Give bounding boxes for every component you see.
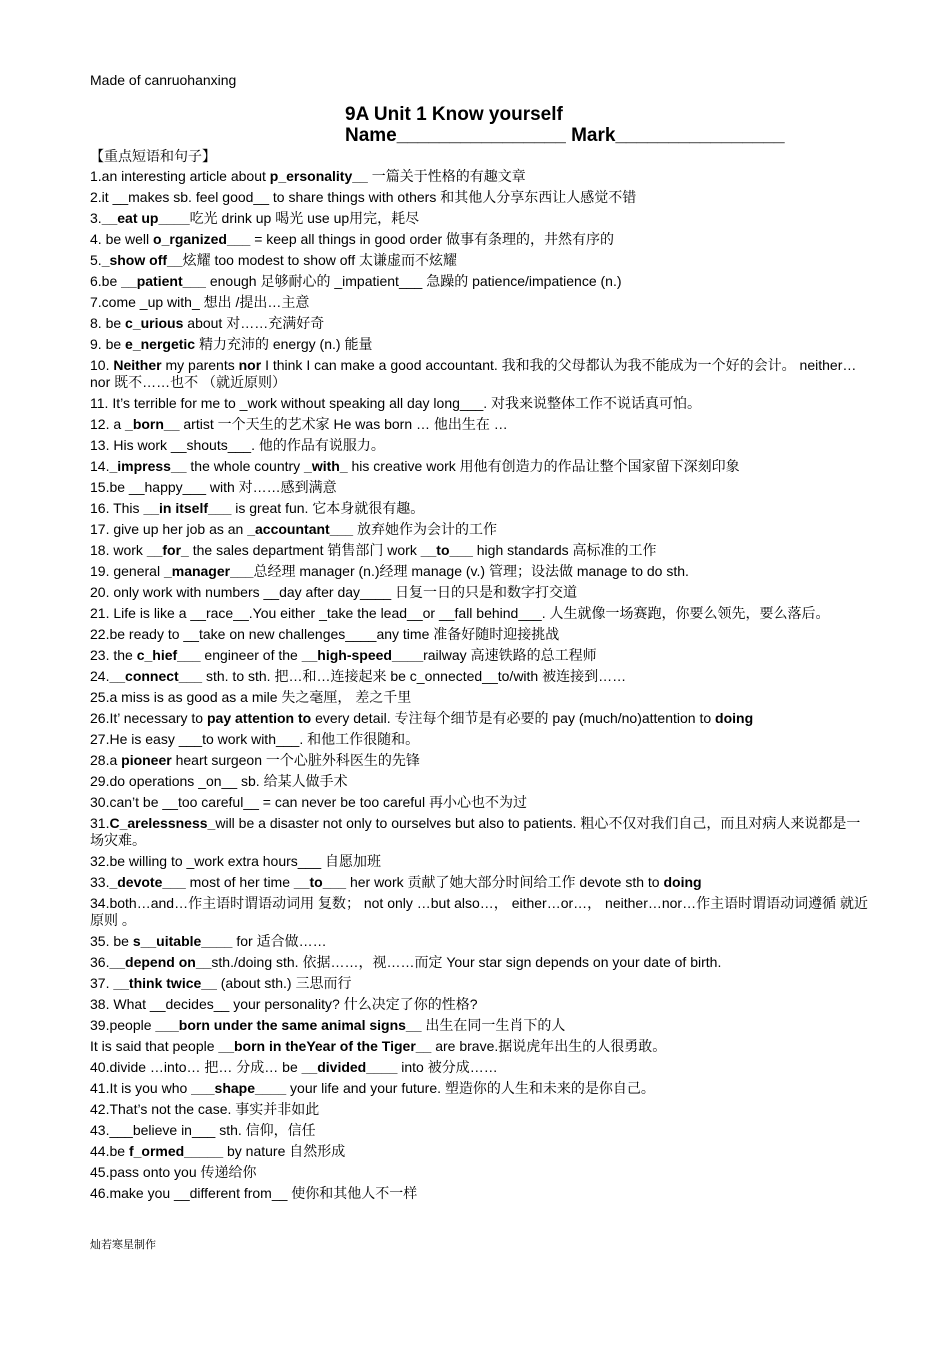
line-text: 39.people bbox=[90, 1017, 156, 1033]
answer-text: _devote___ bbox=[109, 874, 186, 890]
phrase-list bbox=[90, 168, 870, 1206]
line-text: 15.be __happy___ with 对……感到满意 bbox=[90, 479, 337, 495]
line-text: 一篇关于性格的有趣文章 bbox=[367, 168, 526, 184]
line-text: high standards 高标准的工作 bbox=[472, 542, 657, 558]
line-text: 3. bbox=[90, 210, 102, 226]
line-text: are brave.据说虎年出生的人很勇敢。 bbox=[431, 1038, 667, 1054]
line-text: your life and your future. 塑造你的人生和未来的是你自己。 bbox=[286, 1080, 655, 1096]
line-text: engineer of the bbox=[200, 647, 302, 663]
line-text: 35. be bbox=[90, 933, 133, 949]
line-text: 出生在同一生肖下的人 bbox=[421, 1017, 566, 1033]
phrase-line bbox=[90, 1122, 870, 1143]
line-text: 2.it __makes sb. feel good__ to share things with others 和其他人分享东西让人感觉不错 bbox=[90, 189, 637, 205]
phrase-line bbox=[90, 1017, 870, 1038]
phrase-line bbox=[90, 1164, 870, 1185]
line-text: It is said that people bbox=[90, 1038, 219, 1054]
line-text: 43.___believe in___ sth. 信仰，信任 bbox=[90, 1122, 316, 1138]
line-text: 1.an interesting article about bbox=[90, 168, 270, 184]
answer-text: _impress__ bbox=[109, 458, 187, 474]
line-text: 10. bbox=[90, 357, 114, 373]
phrase-line bbox=[90, 273, 870, 294]
phrase-line bbox=[90, 584, 870, 605]
answer-text: p_ersonality__ bbox=[269, 168, 368, 184]
answer-text: doing bbox=[715, 710, 754, 726]
answer-text: _show off__ bbox=[101, 252, 183, 268]
line-text: 21. Life is like a __race__.You either _take the lead__or __fall behind___. 人生就像一场赛跑，你要么领先，要么落后。 bbox=[90, 605, 830, 621]
phrase-line bbox=[90, 1080, 870, 1101]
answer-text: __for_ bbox=[146, 542, 189, 558]
line-text: most of her time bbox=[185, 874, 294, 890]
answer-text: nor bbox=[238, 357, 262, 373]
answer-text: ___born under the same animal signs__ bbox=[155, 1017, 422, 1033]
answer-text: o_rganized___ bbox=[153, 231, 251, 247]
line-text: sth. to sth. 把…和…连接起来 be c_onnected__to/with 被连接到…… bbox=[202, 668, 627, 684]
answer-text: _born__ bbox=[125, 416, 180, 432]
line-text: 34.both…and…作主语时谓语动词用 复数； not only …but also…， either…or…， neither…nor…作主语时谓语动词遵循 就近原则 。 bbox=[90, 895, 868, 928]
line-text: into 被分成…… bbox=[397, 1059, 498, 1075]
phrase-line bbox=[90, 395, 870, 416]
line-text: about 对……充满好奇 bbox=[183, 315, 325, 331]
line-text: enough 足够耐心的 _impatient___ 急躁的 patience/impatience (n.) bbox=[205, 273, 622, 289]
line-text: 33. bbox=[90, 874, 110, 890]
line-text: 25.a miss is as good as a mile 失之毫厘， 差之千里 bbox=[90, 689, 412, 705]
phrase-line bbox=[90, 668, 870, 689]
line-text: 30.can’t be __too careful__ = can never be too careful 再小心也不为过 bbox=[90, 794, 527, 810]
line-text: 24. bbox=[90, 668, 110, 684]
page-title bbox=[345, 104, 785, 146]
answer-text: doing bbox=[663, 874, 702, 890]
phrase-line bbox=[90, 1101, 870, 1122]
page-footer: 灿若寒星制作 bbox=[90, 1238, 156, 1251]
answer-text: __born in theYear of the Tiger__ bbox=[218, 1038, 432, 1054]
line-text: railway 高速铁路的总工程师 bbox=[423, 647, 597, 663]
line-text: 16. This bbox=[90, 500, 144, 516]
phrase-line bbox=[90, 853, 870, 874]
line-text: by nature 自然形成 bbox=[223, 1143, 346, 1159]
line-text: 46.make you __different from__ 使你和其他人不一样 bbox=[90, 1185, 418, 1201]
phrase-line bbox=[90, 315, 870, 336]
line-text: 20. only work with numbers __day after day____ 日复一日的只是和数字打交道 bbox=[90, 584, 578, 600]
phrase-line bbox=[90, 542, 870, 563]
answer-text: __patient___ bbox=[121, 273, 206, 289]
answer-text: pioneer bbox=[121, 752, 172, 768]
phrase-line bbox=[90, 416, 870, 437]
line-text: 26.It’ necessary to bbox=[90, 710, 207, 726]
line-text: every detail. 专注每个细节是有必要的 pay (much/no)attention to bbox=[311, 710, 716, 726]
line-text: 31. bbox=[90, 815, 110, 831]
line-text: 放弃她作为会计的工作 bbox=[353, 521, 497, 537]
phrase-line bbox=[90, 874, 870, 895]
line-text: I think I can make a good accountant. 我和我的父母都认为我不能成为一个好的会计。 neither… nor 既不……也不 （就近原则） bbox=[90, 357, 857, 390]
line-text: for 适合做…… bbox=[232, 933, 327, 949]
phrase-line bbox=[90, 210, 870, 231]
phrase-line bbox=[90, 521, 870, 542]
line-text: the sales department 销售部门 work bbox=[188, 542, 421, 558]
answer-text: __to___ bbox=[293, 874, 347, 890]
line-text: 14. bbox=[90, 458, 110, 474]
phrase-line bbox=[90, 773, 870, 794]
line-text: 17. give up her job as an bbox=[90, 521, 248, 537]
answer-text: C_arelessness_ bbox=[109, 815, 216, 831]
phrase-line bbox=[90, 252, 870, 273]
line-text: the whole country bbox=[186, 458, 305, 474]
phrase-line bbox=[90, 500, 870, 521]
answer-text: __high-speed____ bbox=[301, 647, 424, 663]
phrase-line bbox=[90, 794, 870, 815]
answer-text: __think twice__ bbox=[113, 975, 217, 991]
phrase-line bbox=[90, 626, 870, 647]
line-text: 42.That’s not the case. 事实并非如此 bbox=[90, 1101, 320, 1117]
line-text: artist 一个天生的艺术家 He was born … 他出生在 … bbox=[179, 416, 508, 432]
line-text: 精力充沛的 energy (n.) 能量 bbox=[195, 336, 373, 352]
phrase-line bbox=[90, 336, 870, 357]
line-text: = keep all things in good order 做事有条理的，井然有序的 bbox=[250, 231, 615, 247]
line-text: 总经理 manager (n.)经理 manage (v.) 管理；设法做 manage to do sth. bbox=[253, 563, 689, 579]
line-text: 7.come _up with_ 想出 /提出…主意 bbox=[90, 294, 310, 310]
phrase-line bbox=[90, 710, 870, 731]
phrase-line bbox=[90, 647, 870, 668]
line-text: 44.be bbox=[90, 1143, 129, 1159]
line-text: will be a disaster not only to ourselves but also to patients. 粗心不仅对我们自己，而且对病人来说都是一场灾难。 bbox=[90, 815, 861, 848]
phrase-line bbox=[90, 458, 870, 479]
phrase-line bbox=[90, 357, 870, 391]
answer-text: __to___ bbox=[420, 542, 473, 558]
line-text: 12. a bbox=[90, 416, 126, 432]
line-text: 5. bbox=[90, 252, 102, 268]
line-text: 9. be bbox=[90, 336, 126, 352]
line-text: 4. be well bbox=[90, 231, 154, 247]
phrase-line bbox=[90, 479, 870, 500]
line-text: 23. the bbox=[90, 647, 137, 663]
answer-text: e_nergetic bbox=[125, 336, 196, 352]
phrase-line bbox=[90, 815, 870, 849]
answer-text: __connect___ bbox=[109, 668, 203, 684]
name-mark-line: Name________________ Mark________________ bbox=[345, 125, 785, 146]
line-text: 11. It’s terrible for me to _work without speaking all day long___. 对我来说整体工作不说话真可怕。 bbox=[90, 395, 702, 411]
phrase-line bbox=[90, 752, 870, 773]
line-text: 28.a bbox=[90, 752, 122, 768]
line-text: 18. work bbox=[90, 542, 147, 558]
phrase-line bbox=[90, 563, 870, 584]
answer-text: _manager___ bbox=[163, 563, 254, 579]
line-text: 27.He is easy ___to work with___. 和他工作很随和。 bbox=[90, 731, 420, 747]
answer-text: _with_ bbox=[304, 458, 348, 474]
phrase-line bbox=[90, 731, 870, 752]
phrase-line bbox=[90, 954, 870, 975]
page-header: Made of canruohanxing bbox=[90, 72, 237, 88]
phrase-line bbox=[90, 168, 870, 189]
phrase-line bbox=[90, 1185, 870, 1206]
line-text: is great fun. 它本身就很有趣。 bbox=[231, 500, 425, 516]
phrase-line bbox=[90, 1038, 870, 1059]
line-text: 22.be ready to __take on new challenges____any time 准备好随时迎接挑战 bbox=[90, 626, 560, 642]
answer-text: pay attention to bbox=[206, 710, 312, 726]
phrase-line bbox=[90, 933, 870, 954]
line-text: 13. His work __shouts___. 他的作品有说服力。 bbox=[90, 437, 385, 453]
line-text: 6.be bbox=[90, 273, 122, 289]
phrase-line bbox=[90, 294, 870, 315]
line-text: 32.be willing to _work extra hours___ 自愿加班 bbox=[90, 853, 382, 869]
phrase-line bbox=[90, 895, 870, 929]
section-heading: 【重点短语和句子】 bbox=[90, 148, 216, 164]
phrase-line bbox=[90, 975, 870, 996]
line-text: 吃光 drink up 喝光 use up用完，耗尽 bbox=[189, 210, 420, 226]
phrase-line bbox=[90, 996, 870, 1017]
phrase-line bbox=[90, 1059, 870, 1080]
phrase-line bbox=[90, 437, 870, 458]
answer-text: Neither bbox=[113, 357, 162, 373]
answer-text: __depend on__ bbox=[109, 954, 212, 970]
line-text: heart surgeon 一个心脏外科医生的先锋 bbox=[171, 752, 420, 768]
line-text: my parents bbox=[161, 357, 239, 373]
phrase-line bbox=[90, 1143, 870, 1164]
line-text: 41.It is you who bbox=[90, 1080, 192, 1096]
phrase-line bbox=[90, 689, 870, 710]
answer-text: f_ormed_____ bbox=[128, 1143, 224, 1159]
phrase-line bbox=[90, 189, 870, 210]
answer-text: __eat up____ bbox=[101, 210, 190, 226]
answer-text: s__uitable____ bbox=[132, 933, 233, 949]
answer-text: __divided____ bbox=[301, 1059, 398, 1075]
line-text: 38. What __decides__ your personality? 什么决定了你的性格? bbox=[90, 996, 478, 1012]
answer-text: __in itself___ bbox=[143, 500, 232, 516]
answer-text: c_urious bbox=[125, 315, 184, 331]
line-text: 37. bbox=[90, 975, 114, 991]
answer-text: c_hief___ bbox=[136, 647, 201, 663]
line-text: her work 贡献了她大部分时间给工作 devote sth to bbox=[346, 874, 664, 890]
line-text: 36. bbox=[90, 954, 110, 970]
line-text: 45.pass onto you 传递给你 bbox=[90, 1164, 257, 1180]
line-text: 40.divide …into… 把… 分成… be bbox=[90, 1059, 302, 1075]
title-line: 9A Unit 1 Know yourself bbox=[345, 104, 563, 125]
phrase-line bbox=[90, 605, 870, 622]
line-text: 19. general bbox=[90, 563, 164, 579]
line-text: sth./doing sth. 依据……，视……而定 Your star sign depends on your date of birth. bbox=[211, 954, 722, 970]
phrase-line bbox=[90, 231, 870, 252]
line-text: (about sth.) 三思而行 bbox=[216, 975, 352, 991]
line-text: his creative work 用他有创造力的作品让整个国家留下深刻印象 bbox=[347, 458, 740, 474]
line-text: 29.do operations _on__ sb. 给某人做手术 bbox=[90, 773, 348, 789]
line-text: 炫耀 too modest to show off 太谦虚而不炫耀 bbox=[182, 252, 457, 268]
line-text: 8. be bbox=[90, 315, 126, 331]
answer-text: _accountant___ bbox=[247, 521, 354, 537]
answer-text: ___shape____ bbox=[191, 1080, 287, 1096]
